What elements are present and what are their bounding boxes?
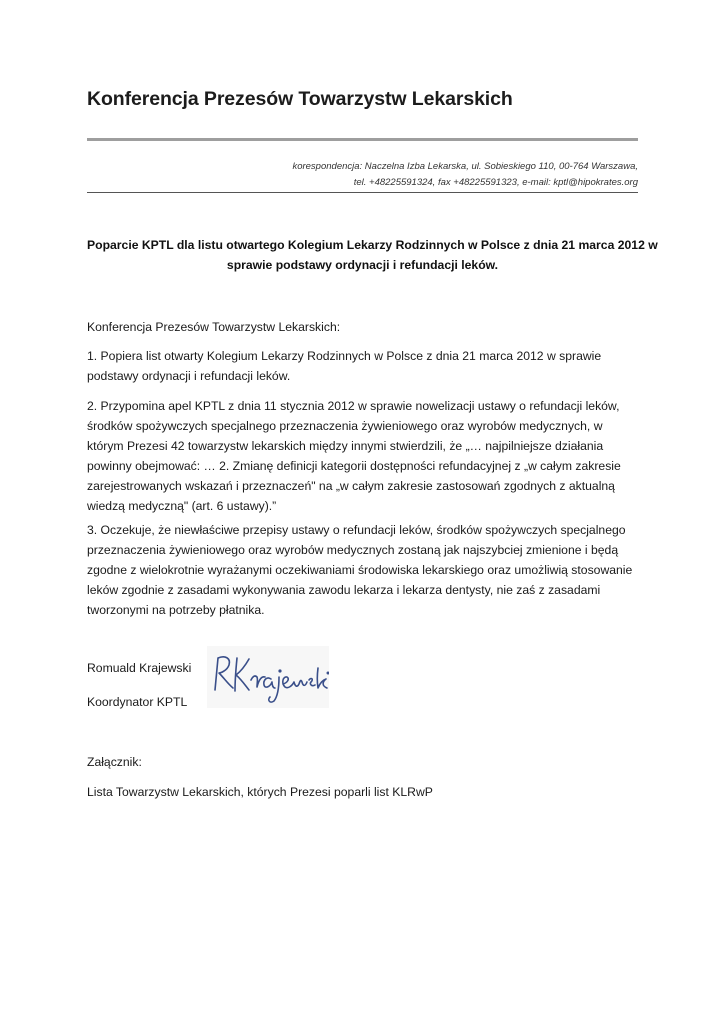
point-1-paragraph [87,346,647,386]
paragraph-line: przeznaczenia żywieniowego oraz wyrobów medycznych zostaną jak najszybciej zmienione i będą [87,543,619,557]
attachment-text: Lista Towarzystw Lekarskich, których Prezesi poparli list KLRwP [87,785,433,799]
signatory-name: Romuald Krajewski [87,661,192,675]
attachment-label: Załącznik: [87,755,142,769]
correspondence-address [78,159,638,191]
paragraph-line: zarejestrowanych wskazań i przeznaczeń" na „w całym zakresie zastosowań zgodnych z aktualną [87,479,615,493]
paragraph-line: 2. Przypomina apel KPTL z dnia 11 stycznia 2012 w sprawie nowelizacji ustawy o refundacji leków, [87,399,620,413]
signatory-role: Koordynator KPTL [87,695,188,709]
paragraph-line: środków spożywczych specjalnego przeznaczenia żywieniowego oraz wyrobów medycznych, w [87,419,603,433]
signature-icon [207,646,329,708]
paragraph-line: zgodne z wielokrotnie wyrażanymi oczekiwaniami środowiska lekarskiego oraz umożliwią stosowanie [87,563,633,577]
intro-paragraph: Konferencja Prezesów Towarzystw Lekarskich: [87,320,341,334]
letter-subject [87,235,658,275]
paragraph-line: wiedzą medyczną" (art. 6 ustawy).” [87,499,277,513]
header-divider [87,192,638,193]
paragraph-line: 1. Popiera list otwarty Kolegium Lekarzy Rodzinnych w Polsce z dnia 21 marca 2012 w sprawie [87,349,602,363]
title-divider [87,138,638,141]
paragraph-line: leków zgodnie z zasadami wykonywania zawodu lekarza i lekarza dentysty, nie zaś z zasadami [87,583,601,597]
point-2-paragraph [87,396,647,516]
paragraph-line: 3. Oczekuje, że niewłaściwe przepisy ustawy o refundacji leków, środków spożywczych specjalnego [87,523,626,537]
paragraph-line: którym Prezesi 42 towarzystw lekarskich między innymi stwierdzili, że „… najpilniejsze działania [87,439,604,453]
paragraph-line: powinny obejmować: … 2. Zmianę definicji kategorii dostępności refundacyjnej z „w całym zakresie [87,459,621,473]
subject-line-1: Poparcie KPTL dla listu otwartego Kolegium Lekarzy Rodzinnych w Polsce z dnia 21 marca 2012 w [87,238,658,252]
paragraph-line: podstawy ordynacji i refundacji leków. [87,369,291,383]
handwritten-signature [207,646,329,708]
organization-title: Konferencja Prezesów Towarzystw Lekarskich [87,88,513,110]
correspondence-line-1: korespondencja: Naczelna Izba Lekarska, ul. Sobieskiego 110, 00-764 Warszawa, [292,161,638,172]
correspondence-line-2: tel. +48225591324, fax +48225591323, e-mail: kptl@hipokrates.org [353,177,638,188]
point-3-paragraph [87,520,647,620]
subject-line-2: sprawie podstawy ordynacji i refundacji leków. [226,258,499,272]
paragraph-line: tworzonymi na potrzeby płatnika. [87,603,265,617]
